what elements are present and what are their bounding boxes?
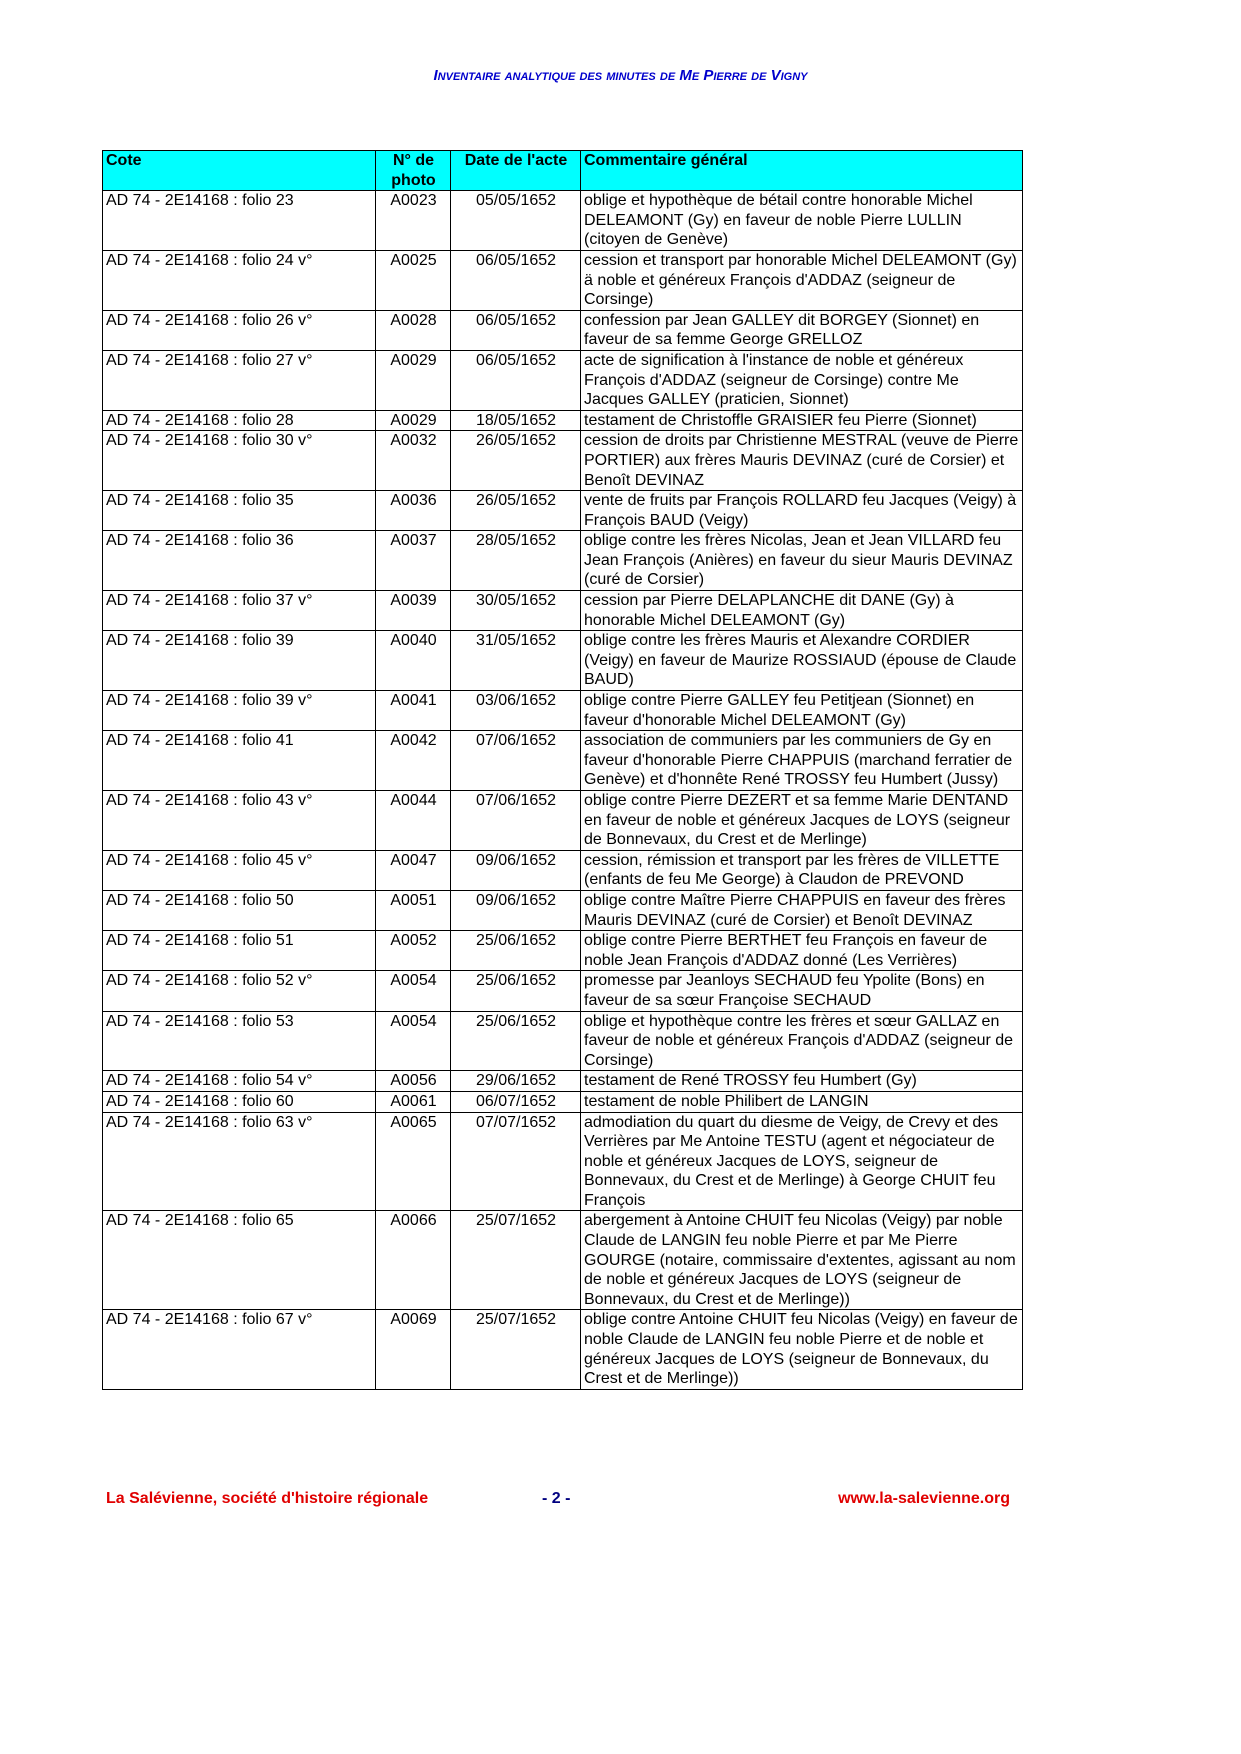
cell-cote: AD 74 - 2E14168 : folio 52 v°: [103, 971, 376, 1011]
cell-cote: AD 74 - 2E14168 : folio 53: [103, 1011, 376, 1071]
cell-comment: oblige contre Pierre BERTHET feu François en faveur de noble Jean François d'ADDAZ donné (Les Verrières): [581, 931, 1023, 971]
cell-comment: oblige contre les frères Mauris et Alexandre CORDIER (Veigy) en faveur de Maurize ROSSIAUD (épouse de Claude BAUD): [581, 631, 1023, 691]
cell-comment: cession et transport par honorable Michel DELEAMONT (Gy) ä noble et généreux François d'ADDAZ (seigneur de Corsinge): [581, 250, 1023, 310]
cell-photo: A0040: [376, 631, 451, 691]
cell-date: 29/06/1652: [451, 1071, 581, 1092]
cell-photo: A0054: [376, 1011, 451, 1071]
cell-date: 03/06/1652: [451, 691, 581, 731]
footer-society-name: La Salévienne, société d'histoire régionale: [106, 1490, 429, 1507]
table-row: [103, 1211, 1023, 1310]
table-row: [103, 1011, 1023, 1071]
cell-date: 25/07/1652: [451, 1211, 581, 1310]
cell-date: 25/06/1652: [451, 971, 581, 1011]
table-row: [103, 850, 1023, 890]
cell-comment: testament de noble Philibert de LANGIN: [581, 1091, 1023, 1112]
table-row: [103, 191, 1023, 251]
cell-date: 07/06/1652: [451, 791, 581, 851]
cell-photo: A0051: [376, 890, 451, 930]
cell-comment: oblige contre Pierre GALLEY feu Petitjean (Sionnet) en faveur d'honorable Michel DELEAMONT (Gy): [581, 691, 1023, 731]
cell-comment: association de communiers par les communiers de Gy en faveur d'honorable Pierre CHAPPUIS (marchand ferratier de Genève) et d'honnête René TROSSY feu Humbert (Jussy): [581, 731, 1023, 791]
page-title: Inventaire analytique des minutes de Me Pierre de Vigny: [433, 67, 808, 84]
column-header-date: Date de l'acte: [451, 151, 581, 191]
column-header-photo: N° de photo: [376, 151, 451, 191]
cell-photo: A0044: [376, 791, 451, 851]
cell-cote: AD 74 - 2E14168 : folio 28: [103, 410, 376, 431]
cell-date: 06/07/1652: [451, 1091, 581, 1112]
cell-cote: AD 74 - 2E14168 : folio 50: [103, 890, 376, 930]
cell-photo: A0025: [376, 250, 451, 310]
cell-date: 07/07/1652: [451, 1112, 581, 1211]
table-row: [103, 250, 1023, 310]
cell-cote: AD 74 - 2E14168 : folio 41: [103, 731, 376, 791]
cell-date: 09/06/1652: [451, 890, 581, 930]
cell-comment: oblige contre Antoine CHUIT feu Nicolas (Veigy) en faveur de noble Claude de LANGIN feu noble Pierre et de noble et généreux Jacques de LOYS (seigneur de Bonnevaux, du Crest et de Merlinge)): [581, 1310, 1023, 1389]
table-row: [103, 531, 1023, 591]
cell-comment: cession, rémission et transport par les frères de VILLETTE (enfants de feu Me George) à Claudon de PREVOND: [581, 850, 1023, 890]
cell-cote: AD 74 - 2E14168 : folio 63 v°: [103, 1112, 376, 1211]
cell-cote: AD 74 - 2E14168 : folio 54 v°: [103, 1071, 376, 1092]
cell-photo: A0032: [376, 431, 451, 491]
table-header-row: [103, 151, 1023, 191]
cell-date: 30/05/1652: [451, 591, 581, 631]
cell-photo: A0054: [376, 971, 451, 1011]
cell-date: 26/05/1652: [451, 431, 581, 491]
cell-photo: A0036: [376, 491, 451, 531]
table-row: [103, 791, 1023, 851]
cell-cote: AD 74 - 2E14168 : folio 60: [103, 1091, 376, 1112]
cell-date: 25/06/1652: [451, 931, 581, 971]
table-body: [103, 191, 1023, 1390]
table-row: [103, 731, 1023, 791]
cell-photo: A0061: [376, 1091, 451, 1112]
cell-photo: A0028: [376, 310, 451, 350]
cell-cote: AD 74 - 2E14168 : folio 24 v°: [103, 250, 376, 310]
cell-date: 18/05/1652: [451, 410, 581, 431]
cell-comment: acte de signification à l'instance de noble et généreux François d'ADDAZ (seigneur de Corsinge) contre Me Jacques GALLEY (praticien, Sionnet): [581, 350, 1023, 410]
cell-comment: vente de fruits par François ROLLARD feu Jacques (Veigy) à François BAUD (Veigy): [581, 491, 1023, 531]
table-row: [103, 1112, 1023, 1211]
table-row: [103, 971, 1023, 1011]
cell-cote: AD 74 - 2E14168 : folio 51: [103, 931, 376, 971]
table-row: [103, 1310, 1023, 1389]
cell-comment: oblige contre Pierre DEZERT et sa femme Marie DENTAND en faveur de noble et généreux Jacques de LOYS (seigneur de Bonnevaux, du Crest et de Merlinge): [581, 791, 1023, 851]
cell-cote: AD 74 - 2E14168 : folio 45 v°: [103, 850, 376, 890]
table-row: [103, 890, 1023, 930]
cell-comment: testament de René TROSSY feu Humbert (Gy): [581, 1071, 1023, 1092]
cell-photo: A0023: [376, 191, 451, 251]
cell-cote: AD 74 - 2E14168 : folio 30 v°: [103, 431, 376, 491]
cell-photo: A0047: [376, 850, 451, 890]
column-header-cote: Cote: [103, 151, 376, 191]
cell-photo: A0039: [376, 591, 451, 631]
table-row: [103, 691, 1023, 731]
cell-date: 06/05/1652: [451, 310, 581, 350]
cell-cote: AD 74 - 2E14168 : folio 43 v°: [103, 791, 376, 851]
cell-date: 06/05/1652: [451, 250, 581, 310]
table-row: [103, 631, 1023, 691]
cell-comment: abergement à Antoine CHUIT feu Nicolas (Veigy) par noble Claude de LANGIN feu noble Pierre et par Me Pierre GOURGE (notaire, commissaire d'extentes, agissant au nom de noble et généreux Jacques de LOYS (seigneur de Bonnevaux, du Crest et de Merlinge)): [581, 1211, 1023, 1310]
cell-date: 25/06/1652: [451, 1011, 581, 1071]
column-header-comment: Commentaire général: [581, 151, 1023, 191]
cell-comment: promesse par Jeanloys SECHAUD feu Ypolite (Bons) en faveur de sa sœur Françoise SECHAUD: [581, 971, 1023, 1011]
cell-date: 26/05/1652: [451, 491, 581, 531]
cell-cote: AD 74 - 2E14168 : folio 23: [103, 191, 376, 251]
cell-cote: AD 74 - 2E14168 : folio 67 v°: [103, 1310, 376, 1389]
table-row: [103, 591, 1023, 631]
table-row: [103, 1091, 1023, 1112]
inventory-table: [102, 150, 1023, 1390]
cell-comment: testament de Christoffle GRAISIER feu Pierre (Sionnet): [581, 410, 1023, 431]
cell-cote: AD 74 - 2E14168 : folio 35: [103, 491, 376, 531]
cell-cote: AD 74 - 2E14168 : folio 65: [103, 1211, 376, 1310]
cell-date: 09/06/1652: [451, 850, 581, 890]
cell-comment: oblige contre Maître Pierre CHAPPUIS en faveur des frères Mauris DEVINAZ (curé de Corsier) et Benoît DEVINAZ: [581, 890, 1023, 930]
cell-photo: A0052: [376, 931, 451, 971]
cell-comment: oblige contre les frères Nicolas, Jean et Jean VILLARD feu Jean François (Anières) en faveur du sieur Mauris DEVINAZ (curé de Corsier): [581, 531, 1023, 591]
cell-date: 06/05/1652: [451, 350, 581, 410]
table-row: [103, 931, 1023, 971]
cell-comment: admodiation du quart du diesme de Veigy, de Crevy et des Verrières par Me Antoine TESTU (agent et négociateur de noble et généreux Jacques de LOYS, seigneur de Bonnevaux, du Crest et de Merlinge) à George CHUIT feu François: [581, 1112, 1023, 1211]
cell-cote: AD 74 - 2E14168 : folio 36: [103, 531, 376, 591]
footer-page-number: - 2 -: [542, 1490, 571, 1507]
cell-cote: AD 74 - 2E14168 : folio 27 v°: [103, 350, 376, 410]
table-row: [103, 491, 1023, 531]
cell-date: 31/05/1652: [451, 631, 581, 691]
cell-photo: A0066: [376, 1211, 451, 1310]
cell-comment: oblige et hypothèque contre les frères et sœur GALLAZ en faveur de noble et généreux François d'ADDAZ (seigneur de Corsinge): [581, 1011, 1023, 1071]
cell-comment: confession par Jean GALLEY dit BORGEY (Sionnet) en faveur de sa femme George GRELLOZ: [581, 310, 1023, 350]
table-row: [103, 310, 1023, 350]
cell-photo: A0029: [376, 350, 451, 410]
cell-cote: AD 74 - 2E14168 : folio 39: [103, 631, 376, 691]
cell-photo: A0042: [376, 731, 451, 791]
footer-website-link[interactable]: www.la-salevienne.org: [838, 1490, 1010, 1507]
cell-photo: A0037: [376, 531, 451, 591]
cell-comment: cession de droits par Christienne MESTRAL (veuve de Pierre PORTIER) aux frères Mauris DEVINAZ (curé de Corsier) et Benoît DEVINAZ: [581, 431, 1023, 491]
cell-photo: A0065: [376, 1112, 451, 1211]
table-row: [103, 431, 1023, 491]
table-row: [103, 1071, 1023, 1092]
cell-comment: oblige et hypothèque de bétail contre honorable Michel DELEAMONT (Gy) en faveur de noble Pierre LULLIN (citoyen de Genève): [581, 191, 1023, 251]
cell-date: 25/07/1652: [451, 1310, 581, 1389]
cell-photo: A0041: [376, 691, 451, 731]
cell-date: 05/05/1652: [451, 191, 581, 251]
cell-comment: cession par Pierre DELAPLANCHE dit DANE (Gy) à honorable Michel DELEAMONT (Gy): [581, 591, 1023, 631]
cell-photo: A0056: [376, 1071, 451, 1092]
cell-date: 07/06/1652: [451, 731, 581, 791]
cell-photo: A0069: [376, 1310, 451, 1389]
cell-photo: A0029: [376, 410, 451, 431]
table-row: [103, 350, 1023, 410]
table-row: [103, 410, 1023, 431]
cell-cote: AD 74 - 2E14168 : folio 26 v°: [103, 310, 376, 350]
cell-cote: AD 74 - 2E14168 : folio 39 v°: [103, 691, 376, 731]
cell-date: 28/05/1652: [451, 531, 581, 591]
cell-cote: AD 74 - 2E14168 : folio 37 v°: [103, 591, 376, 631]
